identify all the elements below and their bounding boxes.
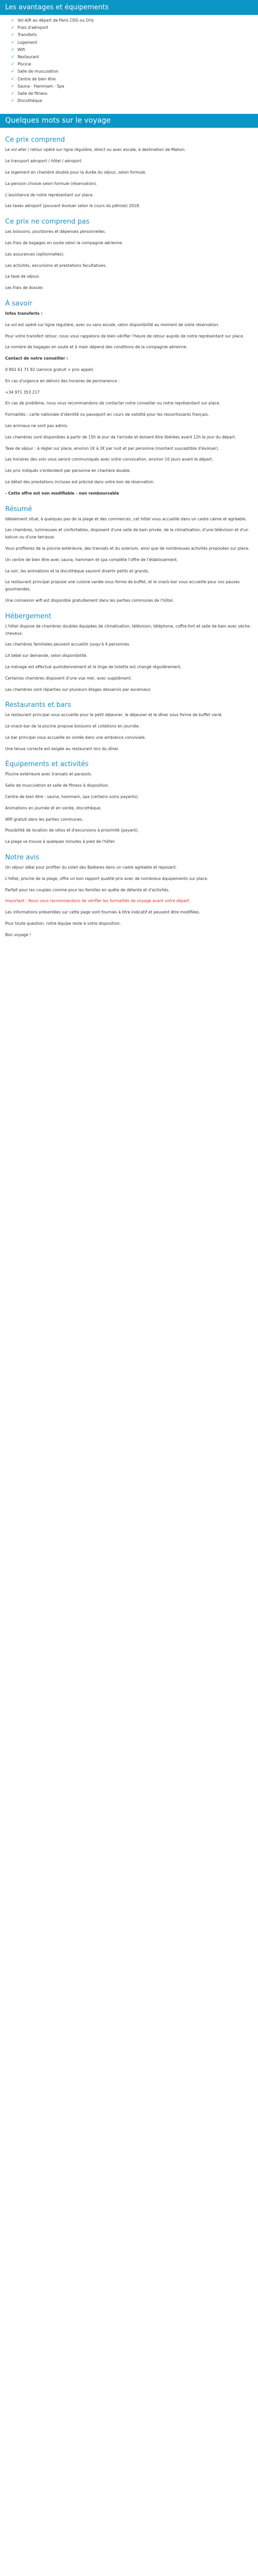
contact-phone: 0 801 61 71 92 (service gratuit + prix appel) [5,367,93,372]
check-icon: ✓ [11,98,15,104]
hebergement-text: Le ménage est effectué quotidiennement et le linge de toilette est changé régulièrement. [5,664,182,669]
page-header-band [0,0,258,15]
logement-text: Idéalement situé, à quelques pas de la plage et des commerces, cet hôtel vous accueille dans un cadre calme et agréable. [5,516,247,521]
section-header-band [0,114,258,128]
contact-label: Contact de notre conseiller : [5,356,68,361]
check-icon: ✓ [11,32,15,38]
emergency-phone: +34 971 353 217 [5,389,40,395]
advantage-item: ✓ Transferts [18,31,253,39]
check-icon: ✓ [11,55,15,60]
advantage-item: ✓ Vol A/R au départ de Paris CDG ou Orly [18,17,253,24]
hebergement-text: Les chambres sont réparties sur plusieurs étages desservis par ascenseur. [5,687,152,692]
avis-text: Pour toute question, notre équipe reste à votre disposition. [5,921,121,926]
noncompris-text: Les assurances (optionnelles). [5,251,65,257]
asavoir-text: Formalités : carte nationale d'identité ou passeport en cours de validité pour les ressortissants français. [5,412,209,417]
logement-text: Un centre de bien être avec sauna, hammam et spa complète l'offre de l'établissement. [5,557,178,562]
advantage-item: ✓ Centre de bien être [18,76,253,83]
logement-text: Vous profiterez de la piscine extérieure, des transats et du solarium, ainsi que de nombreuses activités proposées sur place. [5,546,250,551]
check-icon: ✓ [11,47,15,53]
asavoir-note: - Cette offre est non modifiable - non remboursable [5,490,119,496]
asavoir-text: Le détail des prestations incluses est précisé dans votre bon de réservation. [5,479,155,484]
logement-text: Le soir, les animations et la discothèque sauront divertir petits et grands. [5,568,150,573]
hebergement-text: L'hôtel dispose de chambres doubles équipées de climatisation, télévision, téléphone, coffre-fort et salle de bain avec sèche-cheveux. [5,623,251,636]
asavoir-title: À savoir [5,300,33,308]
equip-text: Possibilité de location de vélos et d'excursions à proximité (payant). [5,828,139,833]
asavoir-text: En cas de problème, nous vous recommandons de contacter notre conseiller ou notre représentant sur place. [5,401,221,406]
asavoir-text: Le nombre de bagages en soute et à main dépend des conditions de la compagnie aérienne. [5,345,188,350]
hebergement-text: Certaines chambres disposent d'une vue mer, avec supplément. [5,675,132,681]
resto-text: Le snack-bar de la piscine propose boissons et collations en journée. [5,724,140,729]
advantage-item: ✓ Piscine [18,61,253,68]
advantage-item: ✓ Discothèque [18,97,253,105]
noncompris-title: Ce prix ne comprend pas [5,218,90,226]
compris-text: La pension choisie selon formule (réservation). [5,181,98,186]
compris-text: Les taxes aéroport (pouvant évoluer selon le cours du pétrole) 2018. [5,204,140,209]
check-icon: ✓ [11,83,15,89]
equip-text: Wifi gratuit dans les parties communes. [5,817,84,822]
avis-text: Bon voyage ! [5,932,31,937]
avis-text: L'hôtel, proche de la plage, offre un bon rapport qualité-prix avec de nombreux équipements sur place. [5,876,208,881]
compris-text: Le logement en chambre double pour la durée du séjour, selon formule. [5,170,147,175]
noncompris-text: La taxe de séjour. [5,274,40,279]
check-icon: ✓ [11,62,15,67]
asavoir-text: En cas d'urgence en dehors des horaires de permanence : [5,378,120,383]
check-icon: ✓ [11,69,15,75]
equip-text: Centre de bien être : sauna, hammam, spa (certains soins payants). [5,794,139,800]
hebergement-text: Les chambres familiales peuvent accueillir jusqu'à 4 personnes. [5,642,131,647]
avis-title: Notre avis [5,854,40,862]
resto-text: Le bar principal vous accueille en soirée dans une ambiance conviviale. [5,735,146,740]
asavoir-subtitle: Infos transferts : [5,311,43,316]
advantage-item: ✓ Restaurant [18,54,253,61]
avis-text: Les informations présentées sur cette page sont fournies à titre indicatif et peuvent être modifiées. [5,910,201,915]
noncompris-text: Les boissons, pourboires et dépenses personnelles. [5,229,106,234]
equip-text: Piscine extérieure avec transats et parasols. [5,772,92,777]
resto-text: Le restaurant principal vous accueille pour le petit déjeuner, le déjeuner et le dîner sous forme de buffet varié. [5,713,223,718]
asavoir-text: Les animaux ne sont pas admis. [5,423,69,428]
hebergement-title: Hébergement [5,612,52,620]
advantage-item: ✓ Sauna - Hammam - Spa [18,83,253,90]
asavoir-text: Les prix indiqués s'entendent par personne en chambre double. [5,468,131,473]
equip-title: Équipements et activités [5,760,89,769]
check-icon: ✓ [11,91,15,97]
asavoir-text: Le vol est opéré sur ligne régulière, avec ou sans escale, selon disponibilité au moment de votre réservation. [5,322,219,327]
compris-text: L'assistance de notre représentant sur place. [5,192,94,197]
equip-text: Animations en journée et en soirée, discothèque. [5,805,102,810]
logement-text: Une connexion wifi est disponible gratuitement dans les parties communes de l'hôtel. [5,598,174,603]
compris-text: Le vol aller / retour opéré sur ligne régulière, direct ou avec escale, à destination de Mahon. [5,147,186,152]
check-icon: ✓ [11,25,15,31]
asavoir-text: Taxe de séjour : à régler sur place, environ 1€ à 2€ par nuit et par personne (montant susceptible d'évoluer). [5,446,219,451]
check-icon: ✓ [11,18,15,23]
section-header-title: Quelques mots sur le voyage [5,116,111,125]
avis-text: Un séjour idéal pour profiter du soleil des Baléares dans un cadre agréable et reposant. [5,865,177,870]
noncompris-text: Les frais de bagages en soute selon la compagnie aérienne. [5,241,123,246]
noncompris-text: Les activités, excursions et prestations facultatives. [5,263,107,268]
logement-text: Le restaurant principal propose une cuisine variée sous forme de buffet, et le snack-bar vous accueille pour vos pauses gourmandes. [5,580,240,592]
resto-text: Une tenue correcte est exigée au restaurant lors du dîner. [5,746,119,751]
advantage-item: ✓ Frais d'aéroport [18,24,253,31]
check-icon: ✓ [11,76,15,82]
advantage-item: ✓ Salle de musculation [18,68,253,75]
asavoir-text: Les horaires des vols vous seront communiqués avec votre convocation, environ 10 jours avant le départ. [5,457,214,462]
page-header-title: Les avantages et équipements [5,3,109,11]
advantage-item: ✓ Logement [18,39,253,46]
logement-title: Résumé [5,505,33,513]
resto-title: Restaurants et bars [5,701,71,709]
avis-text: Parfait pour les couples comme pour les familles en quête de détente et d'activités. [5,887,170,892]
hebergement-text: Lit bébé sur demande, selon disponibilité. [5,653,88,658]
logement-text: Les chambres, lumineuses et confortables, disposent d'une salle de bain privée, de la climatisation, d'une télévision et d'un balcon ou d'une terrasse. [5,528,249,540]
advantage-item: ✓ Salle de fitness [18,90,253,97]
compris-title: Ce prix comprend [5,136,65,144]
compris-text: Le transport aéroport / hôtel / aéroport. [5,159,83,164]
asavoir-text: Les chambres sont disponibles à partir de 15h le jour de l'arrivée et doivent être libérées avant 12h le jour du départ. [5,434,236,439]
advantages-list [5,17,253,105]
advantage-item: ✓ Wifi [18,46,253,54]
check-icon: ✓ [11,40,15,45]
equip-text: Salle de musculation et salle de fitness à disposition. [5,783,109,788]
avis-important: Important : Nous vous recommandons de vérifier les formalités de voyage avant votre départ. [5,899,191,904]
noncompris-text: Les frais de dossier. [5,285,44,291]
main-content [0,15,258,943]
asavoir-text: Pour votre transfert retour, nous vous rappelons de bien vérifier l'heure de retour auprès de notre représentant sur place. [5,333,245,338]
equip-text: La plage se trouve à quelques minutes à pied de l'hôtel. [5,839,116,844]
